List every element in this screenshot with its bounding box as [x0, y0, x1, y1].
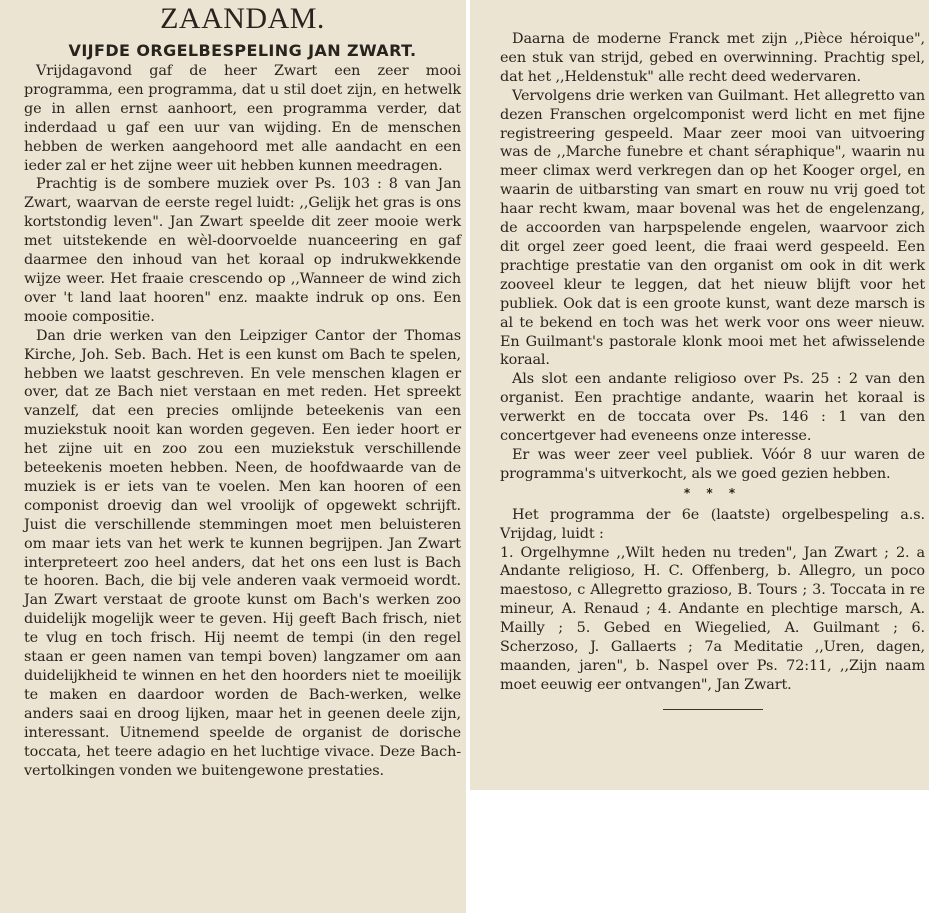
article-paragraph: Als slot een andante religioso over Ps. 25 : 2 van den organist. Een prachtige andante, waarin het koraal is verwerkt en de toccata over Ps. 146 : 1 van den concertgever had eveneens onze interesse.: [500, 371, 925, 445]
article-headline: ZAANDAM.: [160, 2, 325, 35]
section-separator: * * *: [683, 485, 742, 500]
article-paragraph: Dan drie werken van den Leipziger Cantor der Thomas Kirche, Joh. Seb. Bach. Het is een kunst om Bach te spelen, hebben we laatst geschreven. En vele menschen klagen er over, dat ze Bach niet verstaan en met reden. Het spreekt vanzelf, dat een precies omlijnde beteekenis van een muziekstuk nooit kan worden gegeven. Een ieder hoort er het zijne uit en zoo zou een muziekstuk verschillende beteekenis moeten hebben. Neen, de hoofdwaarde van de muziek is er iets van te voelen. Men kan hooren of een componist droevig dan wel vroolijk of opgewekt schrijft. Juist die verschillende stemmingen moet men beluisteren om maar iets van het werk te kunnen begrijpen. Jan Zwart interpreteert zoo heel anders, dat het ons een lust is Bach te hooren. Bach, die bij vele anderen vaak vermoeid wordt. Jan Zwart verstaat de groote kunst om Bach's werken zoo duidelijk mogelijk weer te geven. Hij geeft Bach frisch, niet te vlug en toch frisch. Hij neemt de tempi (in den regel staan er geen namen van tempi boven) langzamer om aan duidelijkheid te winnen en het den hoorders niet te moeilijk te maken en daardoor worden de Bach-werken, welke anders saai en droog lijken, maar het in geenen deele zijn, interessant. Uitnemend speelde de organist de dorische toccata, het teere adagio en het luchtige vivace. Deze Bach-vertolkingen vonden we buitengewone prestaties.: [24, 327, 461, 779]
program-intro: Het programma der 6e (laatste) orgelbespeling a.s. Vrijdag, luidt :: [500, 506, 925, 542]
article-paragraph: Vervolgens drie werken van Guilmant. Het allegretto van dezen Franschen orgelcomponist werd licht en met fijne registreering gespeeld. Maar zeer mooi van uitvoering was de ,,Marche funebre et chant séraphique", waarin nu meer climax werd verkregen dan op het Kooger orgel, en waarin de uitbarsting van smart en rouw nu vrij goed tot haar recht kwam, maar bovenal was het de engelenzang, de accoorden van harpspelende engelen, waarvoor zich dit orgel zeer goed leent, die fraai werd gespeeld. Een prachtige prestatie van den organist om ook in dit werk zooveel kleur te leggen, dat het nieuw blijft voor het publiek. Ook dat is een groote kunst, want deze marsch is al te bekend en toch was het werk voor ons weer nieuw. En Guilmant's pastorale klonk mooi met het afwisselende koraal.: [500, 87, 925, 369]
end-rule: [663, 709, 763, 710]
program-list: 1. Orgelhymne ,,Wilt heden nu treden", Jan Zwart ; 2. a Andante religioso, H. C. Offenberg, b. Allegro, un poco maestoso, c Allegretto grazioso, B. Tours ; 3. Toccata in re mineur, A. Renaud ; 4. Andante en plechtige marsch, A. Mailly ; 5. Gebed en Wiegelied, A. Guilmant ; 6. Scherzoso, J. Gallaerts ; 7a Meditatie ,,Uren, dagen, maanden, jaren", b. Naspel over Ps. 72:11, ,,Zijn naam moet eeuwig eer ontvangen", Jan Zwart.: [500, 544, 925, 693]
article-paragraph: Vrijdagavond gaf de heer Zwart een zeer mooi programma, een programma, dat u stil doet zijn, en hetwelk ge in allen ernst aanhoort, een programma verder, dat inderdaad u gaf een uur van wijding. En de menschen hebben de werken aangehoord met alle aandacht en een ieder zal er het zijne weer uit hebben kunnen meedragen.: [24, 63, 461, 174]
article-paragraph: Er was weer zeer veel publiek. Vóór 8 uur waren de programma's uitverkocht, als we goed gezien hebben.: [500, 446, 925, 482]
article-column-right: [470, 0, 929, 790]
article-paragraph: Daarna de moderne Franck met zijn ,,Pièce héroique", een stuk van strijd, gebed en overwinning. Prachtig spel, dat het ,,Heldenstuk" alle recht deed wedervaren.: [500, 31, 925, 85]
article-paragraph: Prachtig is de sombere muziek over Ps. 103 : 8 van Jan Zwart, waarvan de eerste regel luidt: ,,Gelijk het gras is ons kortstondig leven". Jan Zwart speelde dit zeer mooie werk met uitstekende en wèl-doorvoelde nuanceering en gaf daarmee den inhoud van het koraal op indrukwekkende wijze weer. Het fraaie crescendo op ,,Wanneer de wind zich over 't land laat hooren" enz. maakte indruk op ons. Een mooie compositie.: [24, 176, 461, 325]
article-subheadline: VIJFDE ORGELBESPELING JAN ZWART.: [68, 41, 417, 60]
